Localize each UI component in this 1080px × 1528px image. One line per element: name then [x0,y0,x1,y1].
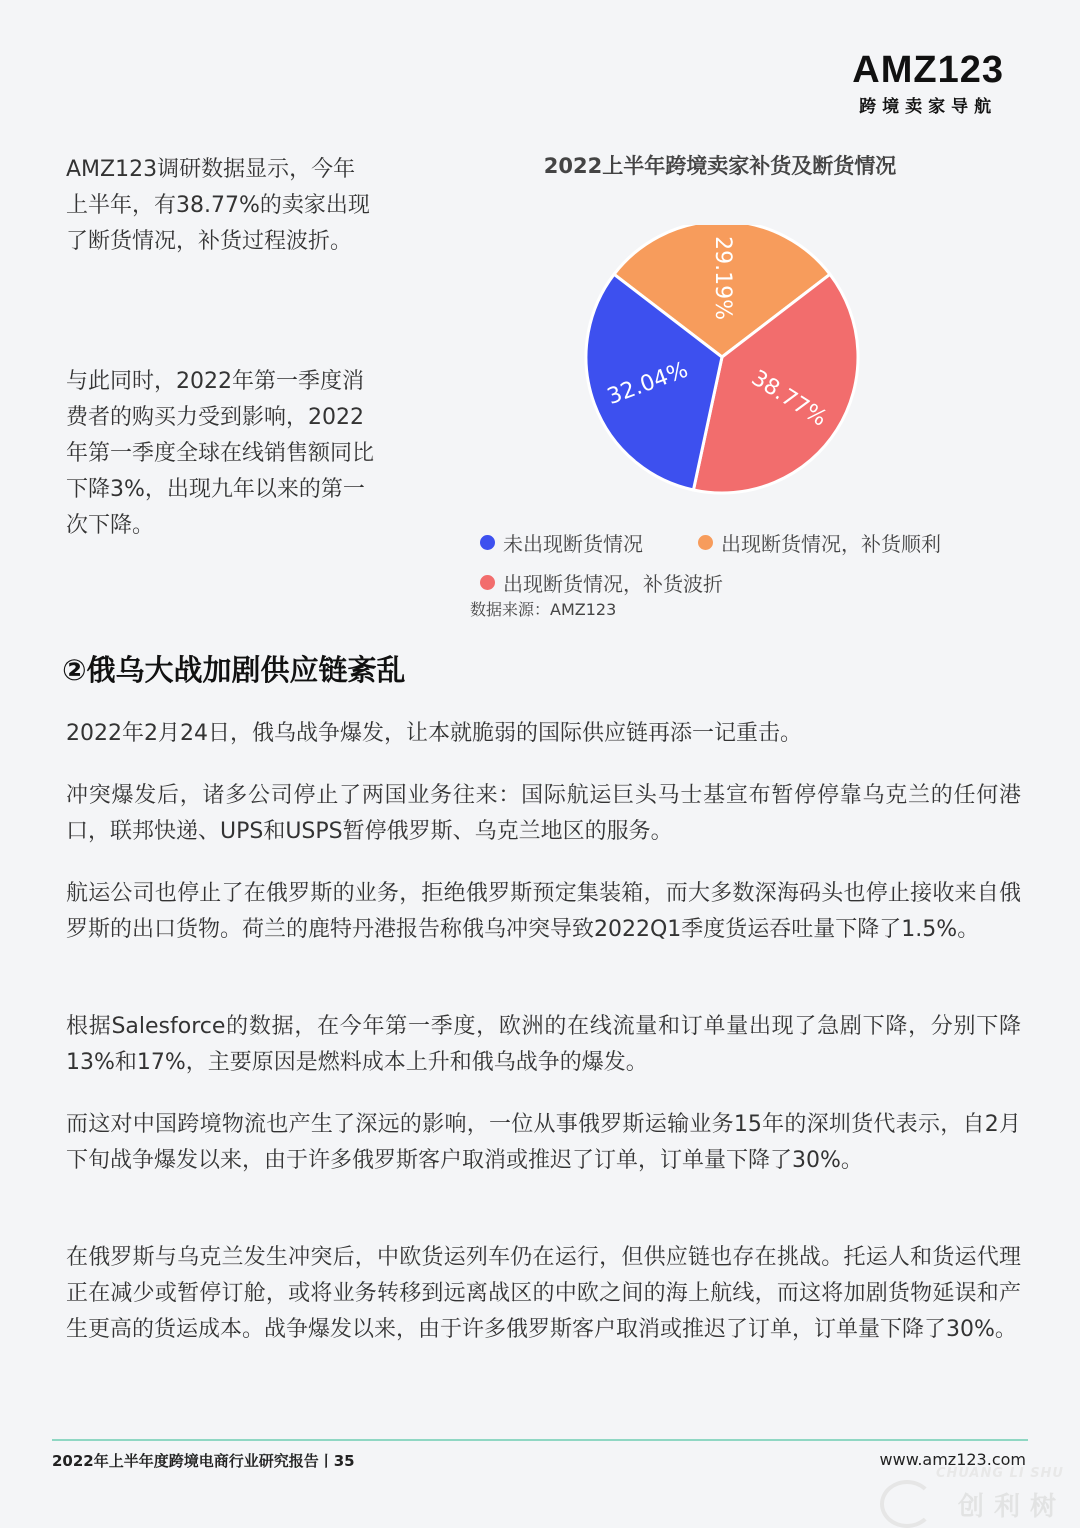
legend-dot-blue [480,535,495,550]
legend-label-supply-smooth: 出现断货情况，补货顺利 [721,532,941,556]
legend-label-supply-troubled: 出现断货情况，补货波折 [503,572,723,596]
pie-chart [570,225,870,505]
watermark-swirl-icon [880,1480,934,1528]
legend-dot-red [480,575,495,590]
legend-dot-orange [698,535,713,550]
watermark-logo [872,1466,1072,1524]
watermark-bottom-text: 创利树 [957,1492,1066,1522]
body-paragraph-1: 2022年2月24日，俄乌战争爆发，让本就脆弱的国际供应链再添一记重击。 [66,721,802,746]
section-heading: ②俄乌大战加剧供应链紊乱 [62,653,406,687]
body-paragraph-6: 在俄罗斯与乌克兰发生冲突后，中欧货运列车仍在运行，但供应链也存在挑战。托运人和货运代理正在减少或暂停订舱，或将业务转移到远离战区的中欧之间的海上航线，而这将加剧货物延误和产生更高的货运成本。战争爆发以来，由于许多俄罗斯客户取消或推迟了订单，订单量下降了30%。 [66,1245,1021,1342]
legend-item-no-stockout [480,528,643,557]
intro-paragraph-1: AMZ123调研数据显示，今年上半年，有38.77%的卖家出现了断货情况，补货过程波折。 [66,157,370,254]
body-paragraph-2: 冲突爆发后，诸多公司停止了两国业务往来：国际航运巨头马士基宣布暂停停靠乌克兰的任何港口，联邦快递、UPS和USPS暂停俄罗斯、乌克兰地区的服务。 [66,783,1021,844]
footer-report-title: 2022年上半年度跨境电商行业研究报告丨35 [52,1452,355,1470]
footer-website: www.amz123.com [879,1450,1026,1469]
legend-item-supply-troubled [480,568,723,597]
footer-divider [52,1439,1028,1441]
amz123-logo [852,50,1004,117]
watermark-top-text: CHUANG LI SHU [936,1466,1064,1481]
data-source: 数据来源：AMZ123 [470,600,617,619]
body-paragraph-3: 航运公司也停止了在俄罗斯的业务，拒绝俄罗斯预定集装箱，而大多数深海码头也停止接收来自俄罗斯的出口货物。荷兰的鹿特丹港报告称俄乌冲突导致2022Q1季度货运吞吐量下降了1.5%。 [66,881,1021,942]
intro-paragraph-2: 与此同时，2022年第一季度消费者的购买力受到影响，2022年第一季度全球在线销售额同比下降3%，出现九年以来的第一次下降。 [66,369,375,538]
body-paragraph-4: 根据Salesforce的数据，在今年第一季度，欧洲的在线流量和订单量出现了急剧下降，分别下降13%和17%，主要原因是燃料成本上升和俄乌战争的爆发。 [66,1014,1021,1075]
logo-sub-text: 跨境卖家导航 [859,97,998,117]
logo-main-text: AMZ123 [852,49,1004,91]
chart-title: 2022上半年跨境卖家补货及断货情况 [543,154,897,178]
pie-label-supply-smooth: 29.19% [710,236,735,321]
body-paragraph-5: 而这对中国跨境物流也产生了深远的影响，一位从事俄罗斯运输业务15年的深圳货代表示，自2月下旬战争爆发以来，由于许多俄罗斯客户取消或推迟了订单，订单量下降了30%。 [66,1112,1021,1173]
legend-label-no-stockout: 未出现断货情况 [503,532,643,556]
legend-item-supply-smooth [698,528,941,557]
pie-label-no-stockout: 32.04% [604,357,692,411]
pie-label-supply-troubled: 38.77% [746,365,832,432]
